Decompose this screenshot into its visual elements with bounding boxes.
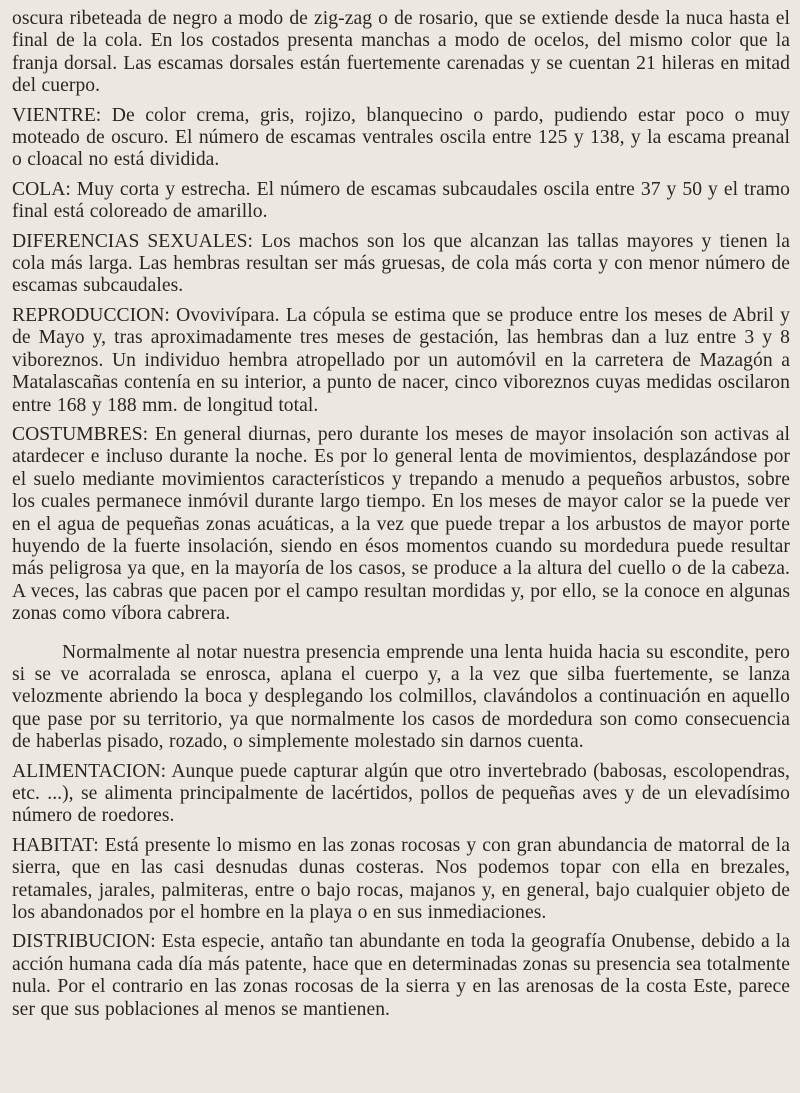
paragraph-text: Ovovivípara. La cópula se estima que se produce entre los meses de Abril y de Mayo y, tras aproximadamente tres meses de gestación, las hembras dan a luz entre 3 y 8 viboreznos. Un individuo hembra atropellado por un automóvil en la carretera de Mazagón a Matalascañas contenía en su interior, a punto de nacer, cinco viboreznos cuyas medidas oscilaron entre 168 y 188 mm. de longitud total. [12, 304, 790, 416]
paragraph-text: oscura ribeteada de negro a modo de zig-zag o de rosario, que se extiende desde la nuca hasta el final de la cola. En los costados presenta manchas a modo de ocelos, del mismo color que la franja dorsal. Las escamas dorsales están fuertemente carenadas y se cuentan 21 hileras en mitad del cuerpo. [12, 8, 790, 97]
section-heading-habitat: HABITAT: [12, 834, 99, 856]
section-heading-vientre: VIENTRE: [12, 104, 102, 126]
paragraph-text: Está presente lo mismo en las zonas rocosas y con gran abundancia de matorral de la sierra, que en las casi desnudas dunas costeras. Nos podemos topar con ella en brezales, retamales, jarales, palmiteras, entre o bajo rocas, majanos y, en general, bajo cualquier objeto de los abandonados por el hombre en la playa o en sus inmediaciones. [12, 834, 790, 924]
section-heading-alimentacion: ALIMENTACION: [12, 760, 167, 782]
paragraph-habitat [12, 835, 790, 925]
section-heading-distribucion: DISTRIBUCION: [12, 931, 156, 953]
paragraph-text: De color crema, gris, rojizo, blanquecino o pardo, pudiendo estar poco o muy moteado de oscuro. El número de escamas ventrales oscila entre 125 y 138, y la escama preanal o cloacal no está dividida. [12, 104, 790, 171]
paragraph-text: Normalmente al notar nuestra presencia emprende una lenta huida hacia su escondite, pero si se ve acorralada se enrosca, aplana el cuerpo y, a la vez que silba fuertemente, se lanza velozmente abriendo la boca y desplegando los colmillos, clavándolos a continuación en aquello que pase por su territorio, ya que normalmente los casos de mordedura son como consecuencia de haberlas pisado, rozado, o simplemente molestado sin darnos cuenta. [12, 641, 790, 753]
paragraph-text: Los machos son los que alcanzan las tallas mayores y tienen la cola más larga. Las hembras resultan ser más gruesas, de cola más corta y con menor número de escamas subcaudales. [12, 230, 790, 297]
paragraph-vientre [12, 105, 790, 172]
paragraph-cola [12, 179, 790, 224]
paragraph-intro-continuation [12, 8, 790, 98]
paragraph-reproduccion [12, 305, 790, 417]
section-heading-costumbres: COSTUMBRES: [12, 423, 149, 445]
paragraph-text: Muy corta y estrecha. El número de escamas subcaudales oscila entre 37 y 50 y el tramo final está coloreado de amarillo. [12, 178, 790, 223]
paragraph-distribucion [12, 931, 790, 1021]
paragraph-text: Aunque puede capturar algún que otro invertebrado (babosas, escolopendras, etc. ...), se alimenta principalmente de lacértidos, pollos de pequeñas aves y de un elevadísimo número de roedores. [12, 760, 790, 827]
section-heading-diferencias-sexuales: DIFERENCIAS SEXUALES: [12, 230, 253, 252]
paragraph-text: Esta especie, antaño tan abundante en toda la geografía Onubense, debido a la acción humana cada día más patente, hace que en determinadas zonas su presencia sea totalmente nula. Por el contrario en las zonas rocosas de la sierra y en las arenosas de la costa Este, parece ser que sus poblaciones al menos se mantienen. [12, 931, 790, 1020]
paragraph-costumbres-continued [12, 642, 790, 754]
paragraph-text: En general diurnas, pero durante los meses de mayor insolación son activas al atardecer e incluso durante la noche. Es por lo general lenta de movimientos, desplazándose por el suelo mediante movimientos característicos y trepando a menudo a pequeños arbustos, sobre los cuales permanece inmóvil durante largo tiempo. En los meses de mayor calor se la puede ver en el agua de pequeñas zonas acuáticas, a la vez que puede trepar a los arbustos de mayor porte huyendo de la fuerte insolación, siendo en ésos momentos cuando su mordedura puede resultar más peligrosa ya que, en la mayoría de los casos, se produce a la altura del cuello o de la cabeza. A veces, las cabras que pacen por el campo resultan mordidas y, por ello, se la conoce en algunas zonas como víbora cabrera. [12, 423, 790, 625]
section-heading-cola: COLA: [12, 178, 71, 200]
paragraph-costumbres [12, 424, 790, 626]
paragraph-diferencias-sexuales [12, 231, 790, 298]
document-page [12, 8, 790, 1028]
paragraph-alimentacion [12, 761, 790, 828]
section-heading-reproduccion: REPRODUCCION: [12, 304, 170, 326]
